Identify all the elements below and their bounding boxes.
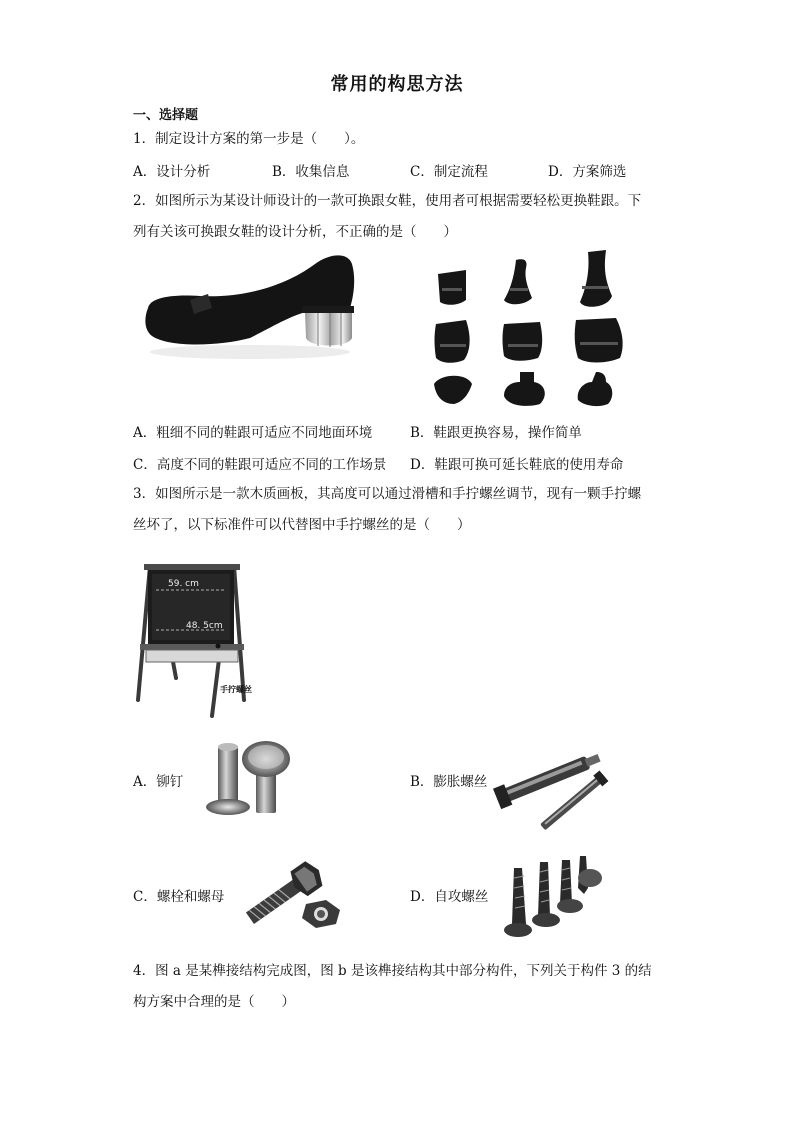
easel-image [130, 560, 250, 720]
q2-option-d: D．鞋跟可换可延长鞋底的使用寿命 [410, 457, 624, 473]
heels-image [428, 248, 628, 408]
q2-option-c: C．高度不同的鞋跟可适应不同的工作场景 [133, 457, 387, 473]
q3-option-a: A．铆钉 [133, 774, 184, 790]
easel-label-screw: 手拧螺丝 [220, 685, 252, 694]
expansion-bolt-image [492, 740, 612, 825]
question-2-line-2: 列有关该可换跟女鞋的设计分析，不正确的是（ ） [133, 224, 457, 240]
q3-option-b: B．膨胀螺丝 [410, 774, 488, 790]
section-heading: 一、选择题 [133, 108, 199, 123]
easel-label-bottom: 48. 5cm [186, 621, 223, 631]
page-title: 常用的构思方法 [330, 74, 464, 95]
bolt-nut-image [236, 848, 346, 930]
q3-option-d: D．自攻螺丝 [410, 889, 489, 905]
question-1: 1．制定设计方案的第一步是（ ）。 [133, 131, 365, 147]
easel-label-top: 59. cm [168, 579, 199, 589]
q1-option-c: C．制定流程 [410, 164, 488, 180]
question-3-line-2: 丝坏了，以下标准件可以代替图中手拧螺丝的是（ ） [133, 517, 471, 533]
shoe-image [140, 250, 360, 365]
question-2-line-1: 2．如图所示为某设计师设计的一款可换跟女鞋，使用者可根据需要轻松更换鞋跟。下 [133, 193, 642, 209]
question-4-line-2: 构方案中合理的是（ ） [133, 994, 295, 1010]
q2-option-b: B．鞋跟更换容易，操作简单 [410, 425, 582, 441]
q1-option-b: B．收集信息 [272, 164, 350, 180]
self-tapping-screw-image [500, 850, 610, 940]
question-3-line-1: 3．如图所示是一款木质画板，其高度可以通过滑槽和手拧螺丝调节，现有一颗手拧螺 [133, 486, 642, 502]
q1-option-d: D．方案筛选 [548, 164, 627, 180]
rivet-image [200, 735, 310, 820]
q3-option-c: C．螺栓和螺母 [133, 889, 225, 905]
question-4-line-1: 4．图 a 是某榫接结构完成图，图 b 是该榫接结构其中部分构件，下列关于构件 3 的结 [133, 963, 652, 979]
q2-option-a: A．粗细不同的鞋跟可适应不同地面环境 [133, 425, 373, 441]
q1-option-a: A．设计分析 [133, 164, 211, 180]
